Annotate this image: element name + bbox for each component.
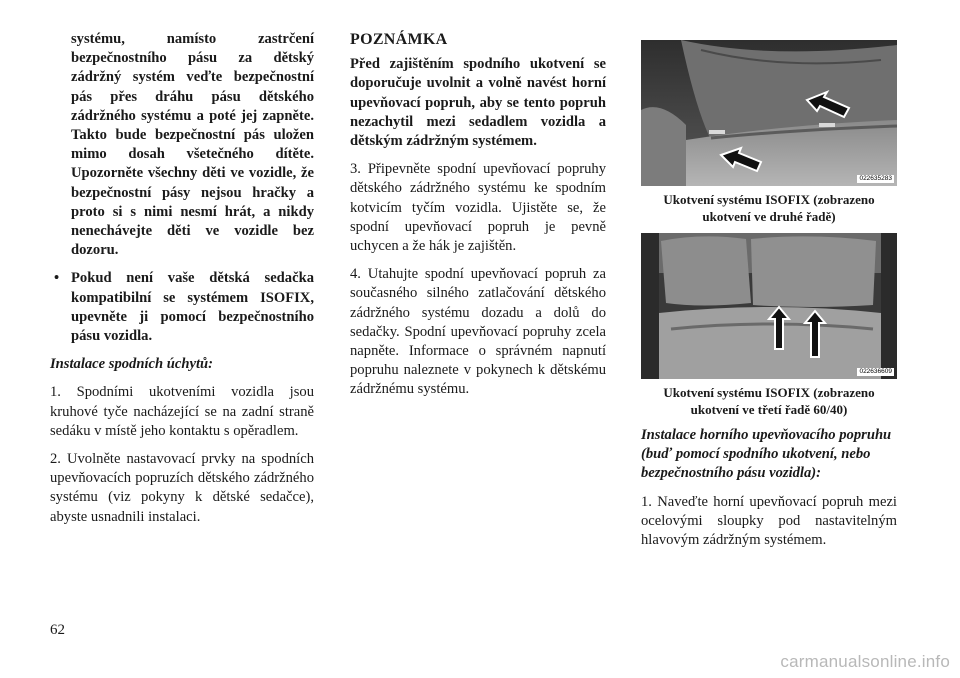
column-right bbox=[641, 40, 897, 559]
figure-code: 022635283 bbox=[859, 175, 892, 182]
second-row-seat-illustration bbox=[641, 40, 897, 186]
note-title: POZNÁMKA bbox=[350, 31, 448, 48]
isofix-third-row-photo bbox=[641, 233, 897, 379]
column-middle bbox=[350, 30, 606, 409]
step-4-text: 4. Utahujte spodní upevňovací popruh za současného silného zatlačování dětského zádržného systému dozadu a dolů do sedačky. Spodní upevňovací popruhy zcela napněte. Informace o správném napnutí popruhu naleznete v pokynech k dětskému zádržnému systému. bbox=[350, 266, 606, 398]
figure-2-caption: Ukotvení systému ISOFIX (zobrazeno ukotvení ve třetí řadě 60/40) bbox=[663, 385, 875, 417]
lower-anchors-heading: Instalace spodních úchytů: bbox=[50, 356, 213, 373]
isofix-second-row-photo bbox=[641, 40, 897, 186]
note-text: Před zajištěním spodního ukotvení se doporučuje uvolnit a volně navést horní upevňovací popruh, aby se tento popruh nezachytil mezi sedadlem vozidla a dětským zádržným systémem. bbox=[350, 56, 606, 150]
step-2-text: 2. Uvolněte nastavovací prvky na spodních upevňovacích popruzích dětského zádržného systému (viz pokyny k dětské sedačce), abyste usnadnili instalaci. bbox=[50, 451, 314, 525]
figure-1-caption: Ukotvení systému ISOFIX (zobrazeno ukotvení ve druhé řadě) bbox=[663, 192, 875, 224]
figure-code: 022636609 bbox=[859, 368, 892, 375]
bullet-text: Pokud není vaše dětská sedačka kompatibilní se systémem ISOFIX, upevněte ji pomocí bezpečnostního pásu vozidla. bbox=[71, 270, 314, 345]
watermark: carmanualsonline.info bbox=[780, 652, 950, 671]
tether-step-1-text: 1. Naveďte horní upevňovací popruh mezi ocelovými sloupky pod nastavitelným hlavovým zádržným systémem. bbox=[641, 493, 897, 549]
third-row-seat-illustration bbox=[641, 233, 897, 379]
step-3-text: 3. Připevněte spodní upevňovací popruhy dětského zádržného systému ke spodním kotvicím tyčím vozidla. Ujistěte se, že spodní upevňovací popruh je pevně uchycen a že hák je zajištěn. bbox=[350, 161, 606, 255]
column-left bbox=[50, 30, 314, 536]
page-number: 62 bbox=[50, 622, 65, 638]
isofix-compat-bullet bbox=[50, 269, 314, 346]
safety-warning-continued: systému, namísto zastrčení bezpečnostního pásu za dětský zádržný systém veďte bezpečnostní pás přes dráhu pásu dětského zádržného systému a poté jej zapněte. Takto bude bezpečnostní pás uložen mimo dosah všetečného dítěte. Upozorněte všechny děti ve vozidle, že bezpečnostní pásy nejsou hračky a proto si s nimi nesmí hrát, a nikdy nenechávejte děti ve vozidle bez dozoru. bbox=[71, 31, 314, 259]
step-1-text: 1. Spodními ukotveními vozidla jsou kruhové tyče nacházející se na zadní straně sedáku v místě jeho kontaktu s opěradlem. bbox=[50, 384, 314, 439]
bullet-icon: • bbox=[54, 270, 60, 287]
top-tether-heading: Instalace horního upevňovacího popruhu (buď pomocí spodního ukotvení, nebo bezpečnostního pásu vozidla): bbox=[641, 427, 892, 482]
